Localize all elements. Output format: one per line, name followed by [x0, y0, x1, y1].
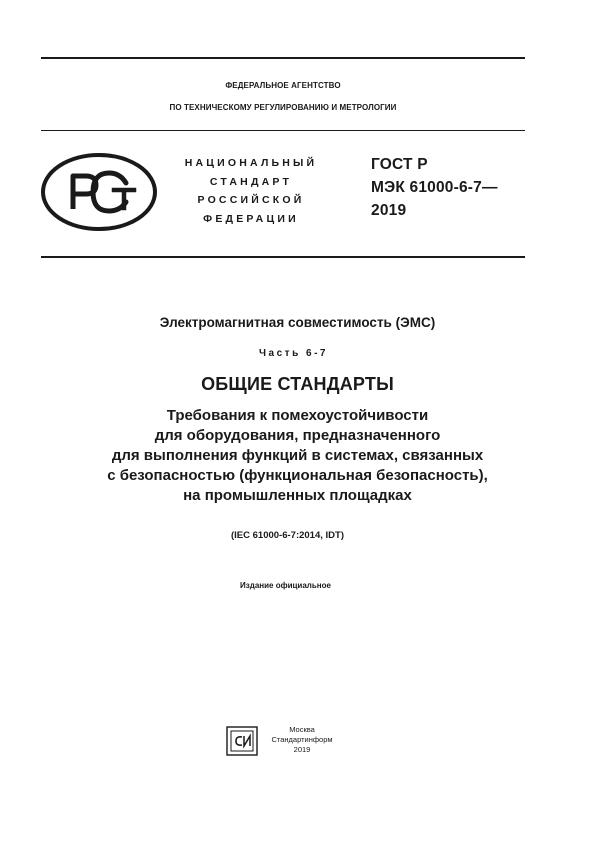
top-rule: [41, 57, 525, 59]
publisher-name: Стандартинформ: [271, 735, 333, 744]
main-title: ОБЩИЕ СТАНДАРТЫ: [201, 374, 394, 394]
edition-note: Издание официальное: [240, 581, 331, 590]
standartinform-mark-icon: [226, 724, 260, 758]
part-number: Часть 6-7: [259, 348, 328, 359]
subtitle: [0, 406, 595, 506]
gost-line-3: 2019: [371, 202, 407, 219]
publisher-imprint: [258, 725, 346, 755]
national-standard-line: СТАНДАРТ: [209, 175, 293, 188]
iec-reference: (IEC 61000-6-7:2014, IDT): [231, 530, 344, 541]
publisher-year: 2019: [293, 745, 311, 754]
agency-name-line-1: ФЕДЕРАЛЬНОЕ АГЕНТСТВО: [225, 81, 341, 90]
gost-line-1: ГОСТ Р: [371, 156, 428, 173]
rst-certification-mark-icon: [40, 152, 158, 232]
emc-title: Электромагнитная совместимость (ЭМС): [159, 315, 436, 330]
subtitle-line: Требования к помехоустойчивости: [166, 407, 429, 424]
subtitle-line: с безопасностью (функциональная безопасность),: [107, 467, 488, 484]
publisher-mark-text: СИ: [243, 757, 245, 758]
national-standard-line: НАЦИОНАЛЬНЫЙ: [184, 157, 318, 169]
gost-line-2: МЭК 61000-6-7—: [371, 179, 498, 196]
national-standard-line: РОССИЙСКОЙ: [197, 194, 305, 206]
national-standard-line: ФЕДЕРАЦИИ: [203, 212, 299, 225]
publisher-city: Москва: [289, 725, 315, 734]
subtitle-line: для оборудования, предназначенного: [154, 427, 441, 444]
subtitle-line: для выполнения функций в системах, связанных: [111, 447, 484, 464]
rst-mark-text: РСТ: [99, 228, 101, 229]
agency-name-line-2: ПО ТЕХНИЧЕСКОМУ РЕГУЛИРОВАНИЮ И МЕТРОЛОГИИ: [169, 103, 397, 112]
subtitle-line: на промышленных площадках: [183, 487, 412, 504]
bottom-rule: [41, 256, 525, 258]
standard-designation: [371, 153, 498, 222]
national-standard-caption: [166, 154, 336, 228]
middle-rule: [41, 130, 525, 131]
